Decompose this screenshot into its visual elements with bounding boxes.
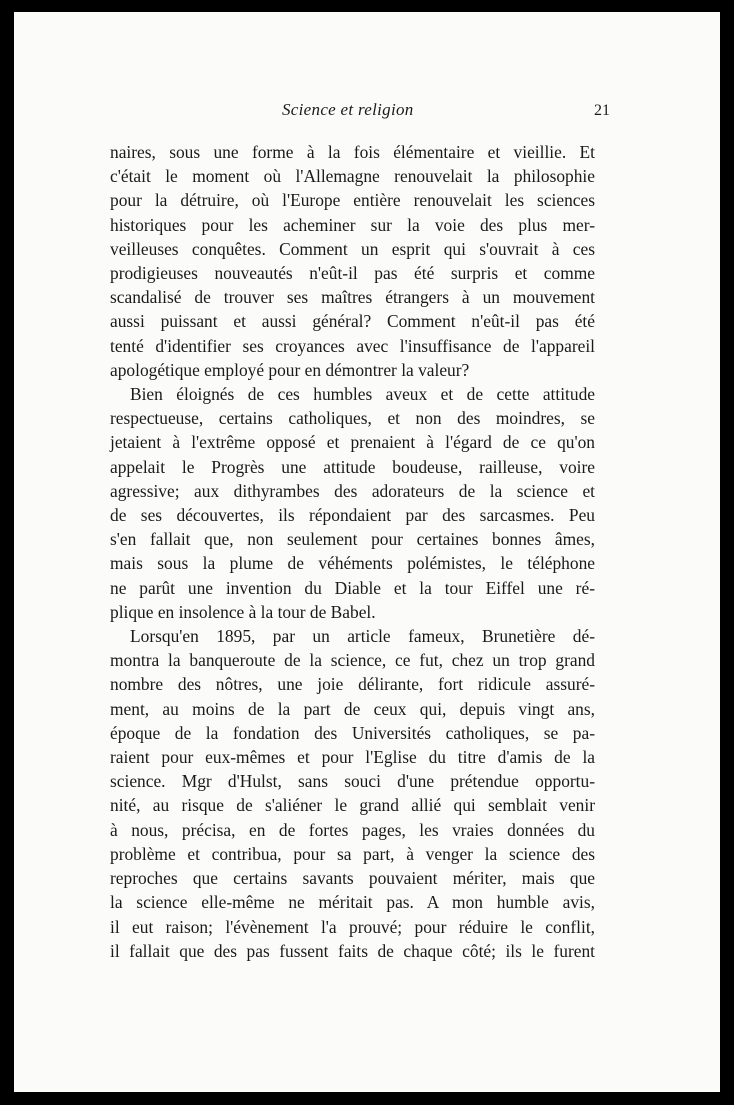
- text-line: montra la banqueroute de la science, ce fut, chez un trop grand: [110, 650, 595, 671]
- text-line: époque de la fondation des Universités catholiques, se pa-: [110, 722, 595, 743]
- body-text: [110, 140, 595, 963]
- text-line: nité, au risque de s'aliéner le grand allié qui semblait venir: [110, 795, 595, 816]
- text-line: à nous, précisa, en de fortes pages, les vraies données du: [110, 819, 595, 840]
- text-line: raient pour eux-mêmes et pour l'Eglise du titre d'amis de la: [110, 747, 595, 768]
- text-line: appelait le Progrès une attitude boudeuse, railleuse, voire: [110, 456, 595, 477]
- text-line: plique en insolence à la tour de Babel.: [110, 601, 376, 622]
- text-line: tenté d'identifier ses croyances avec l'insuffisance de l'appareil: [110, 335, 595, 356]
- text-line: historiques pour les acheminer sur la voie des plus mer-: [110, 214, 595, 235]
- text-line: la science elle-même ne méritait pas. A mon humble avis,: [110, 892, 595, 913]
- text-line: ne parût une invention du Diable et la tour Eiffel une ré-: [110, 577, 595, 598]
- page-number: 21: [594, 102, 610, 119]
- text-line: mais sous la plume de véhéments polémistes, le téléphone: [110, 553, 595, 574]
- text-line: reproches que certains savants pouvaient mériter, mais que: [110, 868, 595, 889]
- paragraph-3: [110, 624, 595, 963]
- text-line: veilleuses conquêtes. Comment un esprit qui s'ouvrait à ces: [110, 238, 595, 259]
- running-title: Science et religion: [282, 100, 414, 119]
- text-line: jetaient à l'extrême opposé et prenaient à l'égard de ce qu'on: [110, 432, 595, 453]
- text-line: pour la détruire, où l'Europe entière renouvelait les sciences: [110, 190, 595, 211]
- text-line: de ses découvertes, ils répondaient par des sarcasmes. Peu: [110, 505, 595, 526]
- text-line: science. Mgr d'Hulst, sans souci d'une prétendue opportu-: [110, 771, 595, 792]
- text-line: s'en fallait que, non seulement pour certaines bonnes âmes,: [110, 529, 595, 550]
- text-line: c'était le moment où l'Allemagne renouvelait la philosophie: [110, 166, 595, 187]
- text-line: apologétique employé pour en démontrer la valeur?: [110, 359, 470, 380]
- text-line: il fallait que des pas fussent faits de chaque côté; ils le furent: [110, 940, 595, 961]
- text-line: Lorsqu'en 1895, par un article fameux, Brunetière dé-: [130, 626, 595, 647]
- text-line: ment, au moins de la part de ceux qui, depuis vingt ans,: [110, 698, 595, 719]
- text-line: il eut raison; l'évènement l'a prouvé; pour réduire le conflit,: [110, 916, 595, 937]
- text-line: naires, sous une forme à la fois élémentaire et vieillie. Et: [110, 142, 595, 162]
- text-line: agressive; aux dithyrambes des adorateurs de la science et: [110, 480, 595, 501]
- text-line: respectueuse, certains catholiques, et non des moindres, se: [110, 408, 595, 429]
- text-line: problème et contribua, pour sa part, à venger la science des: [110, 843, 595, 864]
- text-line: scandalisé de trouver ses maîtres étrangers à un mouvement: [110, 287, 595, 308]
- paragraph-2: [110, 382, 595, 624]
- paragraph-1: [110, 140, 595, 382]
- text-line: aussi puissant et aussi général? Comment n'eût-il pas été: [110, 311, 595, 332]
- text-line: Bien éloignés de ces humbles aveux et de cette attitude: [130, 384, 595, 405]
- scanned-page: [14, 12, 720, 1092]
- page-header: [110, 96, 610, 122]
- text-line: prodigieuses nouveautés n'eût-il pas été surpris et comme: [110, 263, 595, 284]
- text-line: nombre des nôtres, une joie délirante, fort ridicule assuré-: [110, 674, 595, 695]
